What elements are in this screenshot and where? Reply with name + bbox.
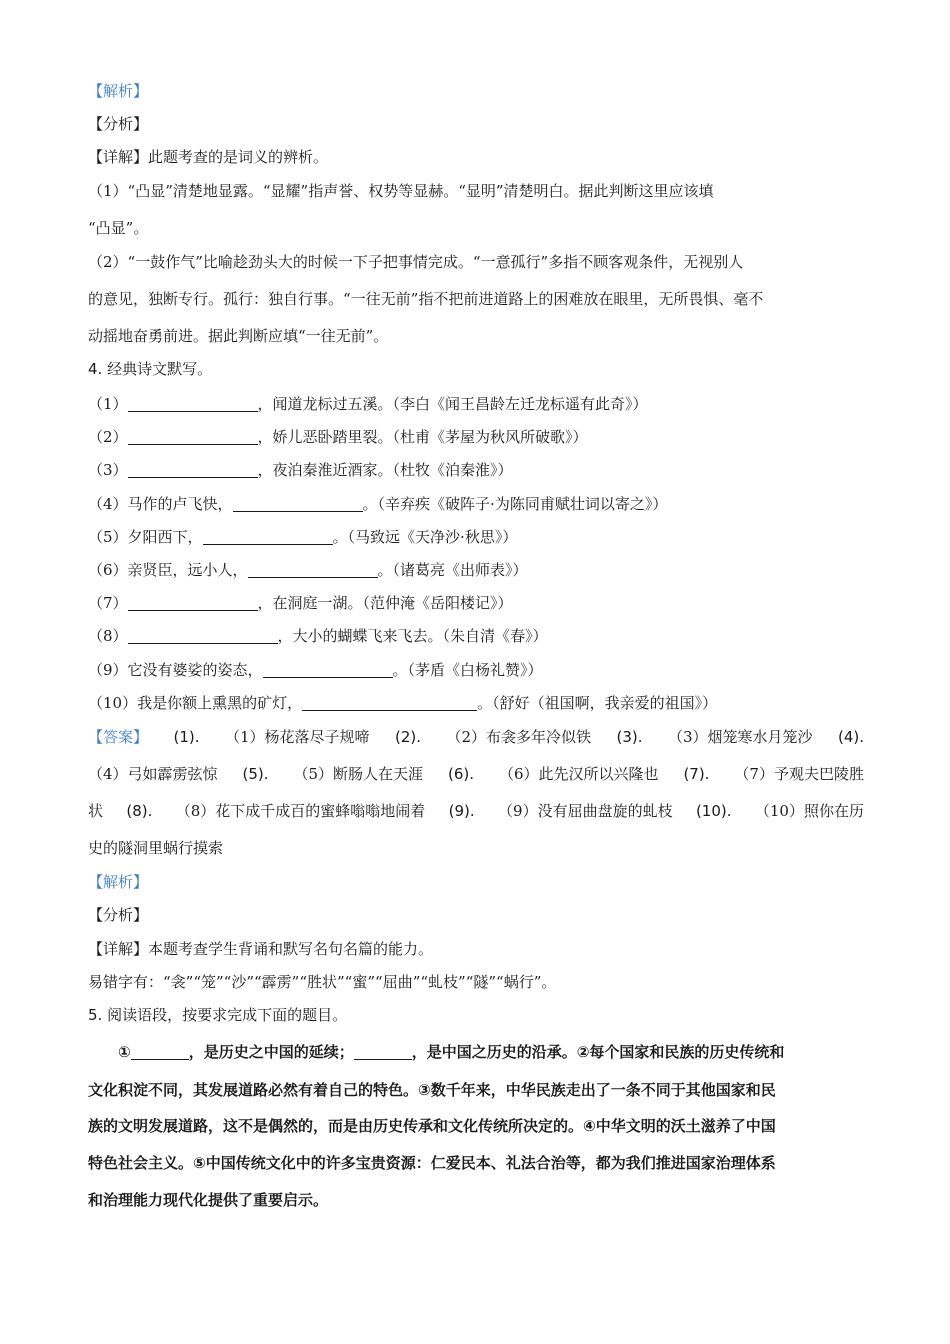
answer-number: (10). — [695, 802, 732, 820]
error-prone-words: 易错字有：“衾”“笼”“沙”“霹雳”“胜状”“蜜”“屈曲”“虬枝”“隧”“蜗行”。 — [88, 973, 557, 991]
answer-number: (6). — [447, 765, 474, 783]
item-prefix: （8） — [88, 627, 128, 645]
item-text: 。（诸葛亮《出师表》） — [377, 561, 528, 579]
xiangjie-text: 此题考查的是词义的辨析。 — [148, 148, 329, 166]
explanation-line: “凸显”。 — [88, 219, 149, 237]
fill-item — [88, 427, 588, 447]
answer-line — [88, 764, 864, 784]
item-text: ，在洞庭一湖。（范仲淹《岳阳楼记》） — [257, 594, 513, 612]
item-text: 。（茅盾《白杨礼赞》） — [392, 661, 543, 679]
answer-blank[interactable] — [233, 497, 363, 512]
answer-blank[interactable] — [128, 596, 258, 611]
item-prefix: （10）我是你额上熏黑的矿灯， — [88, 694, 303, 712]
fill-item — [88, 660, 543, 680]
item-prefix: （3） — [88, 461, 128, 479]
passage-text: ，是中国之历史的沿承。②每个国家和民族的历史传统和 — [411, 1043, 785, 1061]
explanation-line: （1）“凸显”清楚地显露。“显耀”指声誉、权势等显赫。“显明”清楚明白。据此判断这里应该填 — [88, 182, 714, 200]
explanation-line: 动摇地奋勇前进。据此判断应填“一往无前”。 — [88, 327, 389, 345]
question-number: 5. — [88, 1006, 103, 1024]
question-4-title — [88, 359, 212, 379]
xiangjie-line — [88, 147, 328, 167]
answer-blank[interactable] — [128, 430, 258, 445]
fill-item — [88, 693, 717, 713]
fill-item — [88, 560, 528, 580]
xiangjie-text: 本题考查学生背诵和默写名句名篇的能力。 — [148, 940, 434, 958]
answer-text: （1）杨花落尽子规啼 — [224, 728, 370, 746]
answer-text: （4）弓如霹雳弦惊 — [88, 765, 218, 783]
answer-blank[interactable] — [128, 463, 258, 478]
passage-text: ，是历史之中国的延续； — [188, 1043, 354, 1061]
fill-item — [88, 494, 667, 514]
item-prefix: （6）亲贤臣，远小人， — [88, 561, 248, 579]
analysis-tag: 【解析】 — [88, 873, 149, 891]
passage-line — [118, 1042, 784, 1062]
answer-number: (5). — [242, 765, 269, 783]
answer-blank[interactable] — [354, 1045, 412, 1060]
item-text: 。（舒好（祖国啊，我亲爱的祖国》） — [477, 694, 718, 712]
passage-line: 族的文明发展道路，这不是偶然的，而是由历史传承和文化传统所决定的。④中华文明的沃土滋养了中国 — [88, 1117, 776, 1135]
answer-text: （5）断肠人在天涯 — [293, 765, 424, 783]
item-prefix: （2） — [88, 428, 128, 446]
answer-blank[interactable] — [302, 696, 477, 711]
fenxi-tag: 【分析】 — [88, 906, 149, 924]
answer-number: (8). — [126, 802, 153, 820]
answer-line: 史的隧洞里蜗行摸索 — [88, 839, 224, 857]
answer-number: (7). — [683, 765, 710, 783]
passage-line: 文化积淀不同，其发展道路必然有着自己的特色。③数千年来，中华民族走出了一条不同于其他国家和民 — [88, 1081, 776, 1099]
question-5-title — [88, 1005, 347, 1025]
answer-text: （8）花下成千成百的蜜蜂嗡嗡地闹着 — [175, 802, 426, 820]
answer-text: （3）烟笼寒水月笼沙 — [667, 728, 813, 746]
item-prefix: （5）夕阳西下， — [88, 528, 203, 546]
answer-text: （10）照你在历 — [754, 802, 864, 820]
question-number: 4. — [88, 360, 103, 378]
answer-blank[interactable] — [128, 397, 258, 412]
item-text: ，闻道龙标过五溪。（李白《闻王昌龄左迁龙标遥有此奇》） — [257, 395, 648, 413]
answer-line — [88, 727, 864, 747]
answer-text: （6）此先汉所以兴隆也 — [498, 765, 659, 783]
item-prefix: （1） — [88, 395, 128, 413]
fill-item — [88, 394, 648, 414]
answer-line — [88, 801, 864, 821]
question-title: 阅读语段，按要求完成下面的题目。 — [107, 1006, 348, 1024]
explanation-line: 的意见，独断专行。孤行：独自行事。“一往无前”指不把前进道路上的困难放在眼里，无所畏惧、毫不 — [88, 290, 764, 308]
fill-item — [88, 527, 517, 547]
answer-blank[interactable] — [128, 629, 278, 644]
fill-item — [88, 593, 513, 613]
answer-blank[interactable] — [131, 1045, 189, 1060]
answer-blank[interactable] — [263, 663, 393, 678]
fill-item — [88, 626, 548, 646]
passage-text: ① — [118, 1043, 131, 1061]
item-prefix: （7） — [88, 594, 128, 612]
analysis-tag: 【解析】 — [88, 82, 149, 100]
answer-text: （9）没有屈曲盘旋的虬枝 — [498, 802, 673, 820]
xiangjie-line — [88, 939, 433, 959]
item-text: 。（马致远《天净沙·秋思》） — [332, 528, 518, 546]
xiangjie-tag: 【详解】 — [88, 148, 149, 166]
fill-item — [88, 460, 513, 480]
fenxi-tag: 【分析】 — [88, 115, 149, 133]
answer-tag: 【答案】 — [88, 728, 149, 746]
passage-line: 和治理能力现代化提供了重要启示。 — [88, 1191, 329, 1209]
answer-text: 状 — [88, 802, 104, 820]
item-text: 。（辛弃疾《破阵子·为陈同甫赋壮词以寄之》） — [362, 495, 668, 513]
answer-blank[interactable] — [203, 530, 333, 545]
answer-number: (4). — [837, 728, 864, 746]
answer-number: (2). — [394, 728, 421, 746]
item-text: ，大小的蝴蝶飞来飞去。（朱自清《春》） — [277, 627, 548, 645]
question-title: 经典诗文默写。 — [107, 360, 213, 378]
item-prefix: （4）马作的卢飞快， — [88, 495, 233, 513]
answer-number: (9). — [448, 802, 475, 820]
explanation-line: （2）“一鼓作气”比喻趁劲头大的时候一下子把事情完成。“一意孤行”多指不顾客观条件，无视别人 — [88, 253, 744, 271]
item-prefix: （9）它没有婆娑的姿态， — [88, 661, 263, 679]
answer-blank[interactable] — [248, 563, 378, 578]
item-text: ，娇儿恶卧踏里裂。（杜甫《茅屋为秋风所破歌》） — [257, 428, 588, 446]
answer-number: (3). — [616, 728, 643, 746]
xiangjie-tag: 【详解】 — [88, 940, 149, 958]
item-text: ，夜泊秦淮近酒家。（杜牧《泊秦淮》） — [257, 461, 513, 479]
answer-text: （7）予观夫巴陵胜 — [734, 765, 864, 783]
answer-text: （2）布衾多年冷似铁 — [446, 728, 592, 746]
answer-number: (1). — [173, 728, 200, 746]
passage-line: 特色社会主义。⑤中国传统文化中的许多宝贵资源：仁爱民本、礼法合治等，都为我们推进国家治理体系 — [88, 1154, 776, 1172]
